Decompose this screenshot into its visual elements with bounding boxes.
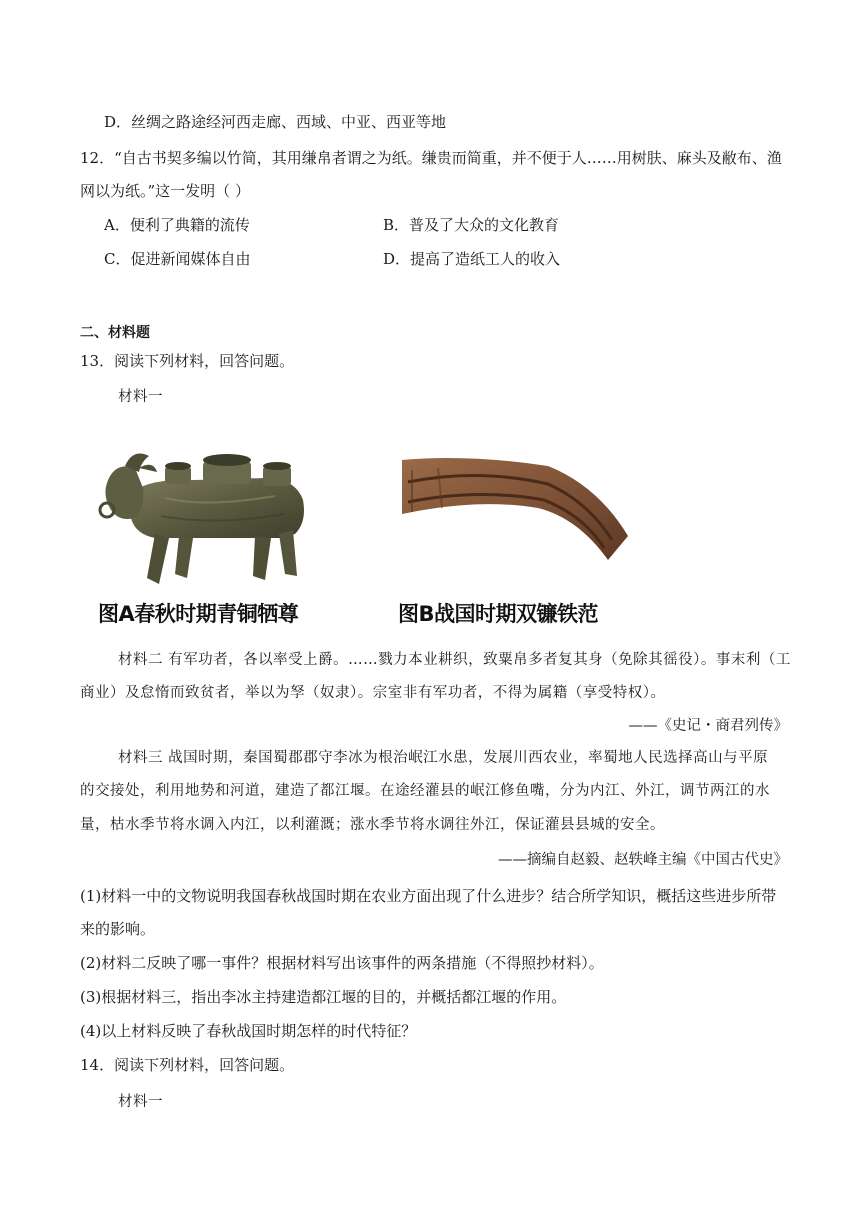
q13-stem: 13．阅读下列材料，回答问题。 — [80, 352, 295, 370]
material2-source: ——《史记・商君列传》 — [628, 718, 788, 734]
iron-sickle-mold-image — [398, 456, 630, 566]
q13-question4: (4)以上材料反映了春秋战国时期怎样的时代特征？ — [80, 1022, 417, 1040]
material3-line2: 的交接处，利用地势和河道，建造了都江堰。在途经灌县的岷江修鱼嘴，分为内江、外江，调节两江的水 — [80, 783, 770, 799]
figure-b-caption: 图B战国时期双镰铁范 — [398, 602, 599, 626]
section-title: 二、材料题 — [80, 325, 150, 341]
q13-question3: (3)根据材料三，指出李冰主持建造都江堰的目的，并概括都江堰的作用。 — [80, 988, 567, 1006]
material2-line2: 商业）及怠惰而致贫者，举以为孥（奴隶）。宗室非有军功者，不得为属籍（享受特权）。 — [80, 685, 666, 701]
q13-question2: (2)材料二反映了哪一事件？根据材料写出该事件的两条措施（不得照抄材料）。 — [80, 954, 604, 972]
material3-line3: 量，枯水季节将水调入内江，以利灌溉；涨水季节将水调往外江，保证灌县县城的安全。 — [80, 817, 665, 833]
q14-material1-label: 材料一 — [118, 1094, 163, 1110]
q13-question1-line1: (1)材料一中的文物说明我国春秋战国时期在农业方面出现了什么进步？结合所学知识，概括这些进步所带 — [80, 887, 777, 905]
q12-stem-line2: 网以为纸。”这一发明（ ） — [80, 182, 250, 200]
material3-line1: 材料三 战国时期，秦国蜀郡郡守李冰为根治岷江水患，发展川西农业，率蜀地人民选择高山与平原 — [118, 750, 769, 766]
q13-material1-label: 材料一 — [118, 389, 163, 405]
bronze-ox-vessel-image — [95, 438, 325, 590]
q12-option-a: A．便利了典籍的流传 — [104, 216, 250, 234]
q12-option-d: D．提高了造纸工人的收入 — [383, 250, 561, 268]
q12-option-c: C．促进新闻媒体自由 — [104, 250, 251, 268]
material2-line1: 材料二 有军功者，各以率受上爵。……戮力本业耕织，致粟帛多者复其身（免除其徭役）。事末利（工 — [118, 652, 791, 668]
q11-option-d: D．丝绸之路途经河西走廊、西域、中亚、西亚等地 — [104, 113, 447, 131]
material3-source: ——摘编自赵毅、赵轶峰主编《中国古代史》 — [498, 852, 788, 868]
q12-stem-line1: 12．“自古书契多编以竹简，其用缣帛者谓之为纸。缣贵而简重，并不便于人……用树肤、麻头及敝布、渔 — [80, 149, 782, 167]
q14-stem: 14．阅读下列材料，回答问题。 — [80, 1056, 295, 1074]
figure-a-caption: 图A春秋时期青铜牺尊 — [98, 602, 299, 626]
q12-option-b: B．普及了大众的文化教育 — [383, 216, 560, 234]
q13-question1-line2: 来的影响。 — [80, 920, 156, 938]
